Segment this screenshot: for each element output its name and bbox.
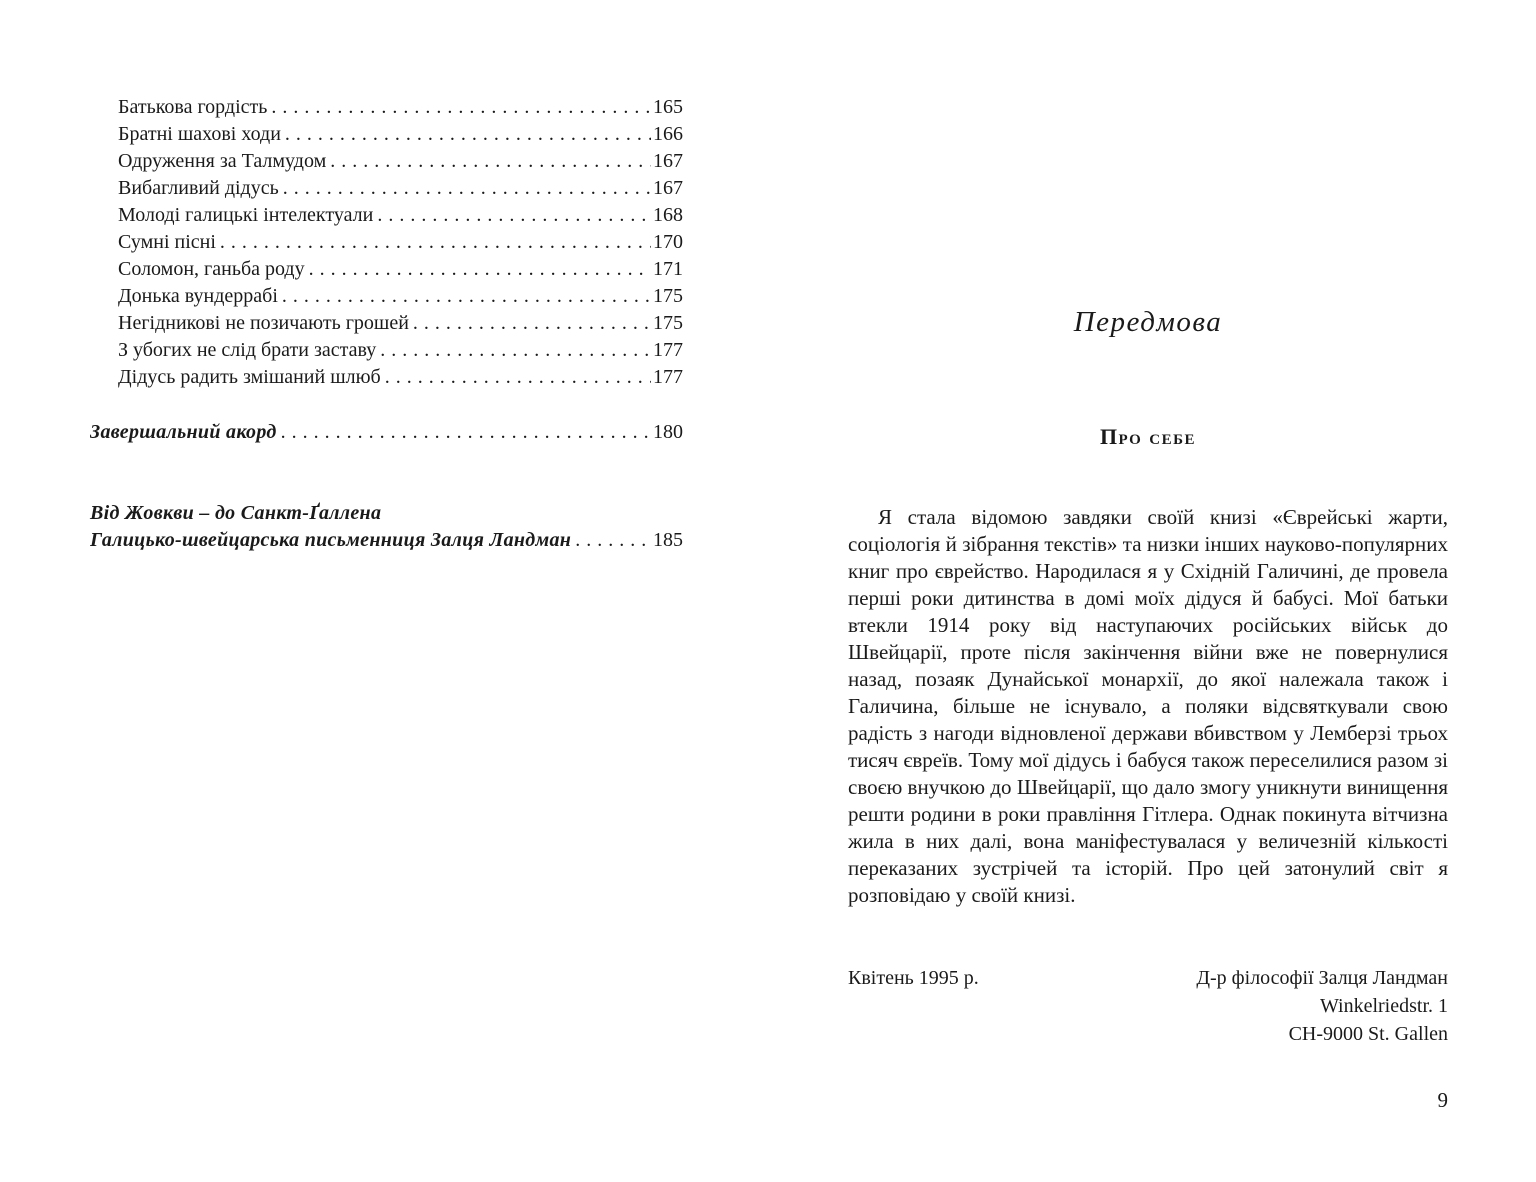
toc-entry-page: 177 bbox=[653, 339, 683, 361]
toc-entry-page: 175 bbox=[653, 285, 683, 307]
toc-leader-dots bbox=[220, 229, 651, 256]
toc-leader-dots bbox=[380, 337, 651, 364]
foreword-subheading: Про себе bbox=[1099, 424, 1197, 449]
toc-entry-title: Одруження за Талмудом bbox=[118, 150, 327, 172]
toc-entry-title: Негідникові не позичають грошей bbox=[118, 312, 409, 334]
toc-entry-title: Донька вундеррабі bbox=[118, 285, 278, 307]
toc-entry-page: 165 bbox=[653, 96, 683, 118]
toc-entry bbox=[118, 229, 683, 256]
toc-entry-page: 177 bbox=[653, 366, 683, 388]
toc-entry bbox=[118, 256, 683, 283]
toc-entry bbox=[118, 202, 683, 229]
toc-entry-page: 167 bbox=[653, 177, 683, 199]
toc-entry bbox=[118, 283, 683, 310]
toc-leader-dots bbox=[413, 310, 651, 337]
toc-leader-dots bbox=[377, 202, 651, 229]
toc-closing-title: Завершальний акорд bbox=[90, 421, 277, 443]
toc-entry-title: З убогих не слід брати заставу bbox=[118, 339, 377, 361]
toc-entry-title: Вибагливий дідусь bbox=[118, 177, 279, 199]
signature-name: Д-р філософії Залця Ландман bbox=[1196, 967, 1448, 989]
toc-entry bbox=[118, 364, 683, 391]
toc-entry-title: Молоді галицькі інтелектуали bbox=[118, 204, 374, 226]
toc-entry-page: 167 bbox=[653, 150, 683, 172]
toc-entry-title: Батькова гордість bbox=[118, 96, 268, 118]
toc-entry-page: 170 bbox=[653, 231, 683, 253]
toc-entry-page: 166 bbox=[653, 123, 683, 145]
toc-entry bbox=[118, 121, 683, 148]
foreword-body-paragraph: Я стала відомою завдяки своїй книзі «Єврейські жарти, соціологія й зібрання текстів» та низки інших науково-популярних книг про єврейство. Народилася я у Східній Галичині, де провела перші роки дитинства в домі моїх дідуся й бабусі. Мої батьки втекли 1914 року від наступаючих російських військ до Швейцарії, проте після закінчення війни вже не повернулися назад, позаяк Дунайської монархії, до якої належала також і Галичина, більше не існувало, а поляки відсвяткували свою радість з нагоди відновленої держави вбивством у Лемберзі трьох тисяч євреїв. Тому мої дідусь і бабуся також переселилися разом зі своєю внучкою до Швейцарії, що дало змогу уникнути винищення решти родини в роки правління Гітлера. Однак покинута вітчизна жила в них далі, вона маніфестувалася у величезній кількості переказаних зустрічей та історій. Про цей затонулий світ я розповідаю у своїй книзі. bbox=[848, 505, 1448, 907]
toc-closing-entry bbox=[90, 419, 683, 446]
toc-appendix-entry bbox=[90, 500, 683, 554]
toc-entry bbox=[118, 94, 683, 121]
toc-leader-dots bbox=[271, 94, 651, 121]
toc-appendix-page: 185 bbox=[653, 529, 683, 551]
foreword-heading: Передмова bbox=[1073, 306, 1223, 338]
toc-entry bbox=[118, 175, 683, 202]
toc-appendix-line2 bbox=[90, 527, 683, 554]
toc-entry-title: Братні шахові ходи bbox=[118, 123, 281, 145]
toc-list bbox=[118, 94, 683, 391]
toc-entry-title: Сумні пісні bbox=[118, 231, 216, 253]
page-number: 9 bbox=[1437, 1088, 1448, 1112]
toc-leader-dots bbox=[385, 364, 651, 391]
signature-block bbox=[1196, 964, 1448, 1048]
toc-entry bbox=[118, 310, 683, 337]
toc-appendix-title-line2: Галицько-швейцарська письменниця Залця Ландман bbox=[90, 529, 572, 551]
toc-entry-page: 175 bbox=[653, 312, 683, 334]
toc-leader-dots bbox=[309, 256, 651, 283]
toc-closing-page: 180 bbox=[653, 421, 683, 443]
signature-city: CH-9000 St. Gallen bbox=[1288, 1023, 1448, 1045]
toc-entry-page: 168 bbox=[653, 204, 683, 226]
toc-entry-title: Соломон, ганьба роду bbox=[118, 258, 305, 280]
toc-leader-dots bbox=[283, 175, 651, 202]
toc-leader-dots bbox=[281, 419, 651, 446]
toc-leader-dots bbox=[575, 527, 651, 554]
signature-date: Квітень 1995 р. bbox=[848, 967, 979, 989]
toc-leader-dots bbox=[282, 283, 651, 310]
signature-street: Winkelriedstr. 1 bbox=[1319, 995, 1448, 1017]
toc-leader-dots bbox=[330, 148, 651, 175]
toc-appendix-title-line1: Від Жовкви – до Санкт-Ґаллена bbox=[90, 502, 382, 524]
toc-entry bbox=[118, 148, 683, 175]
toc-entry-title: Дідусь радить змішаний шлюб bbox=[118, 366, 381, 388]
toc-leader-dots bbox=[285, 121, 651, 148]
foreword-page bbox=[768, 0, 1536, 1182]
toc-entry-page: 171 bbox=[653, 258, 683, 280]
toc-entry bbox=[118, 337, 683, 364]
